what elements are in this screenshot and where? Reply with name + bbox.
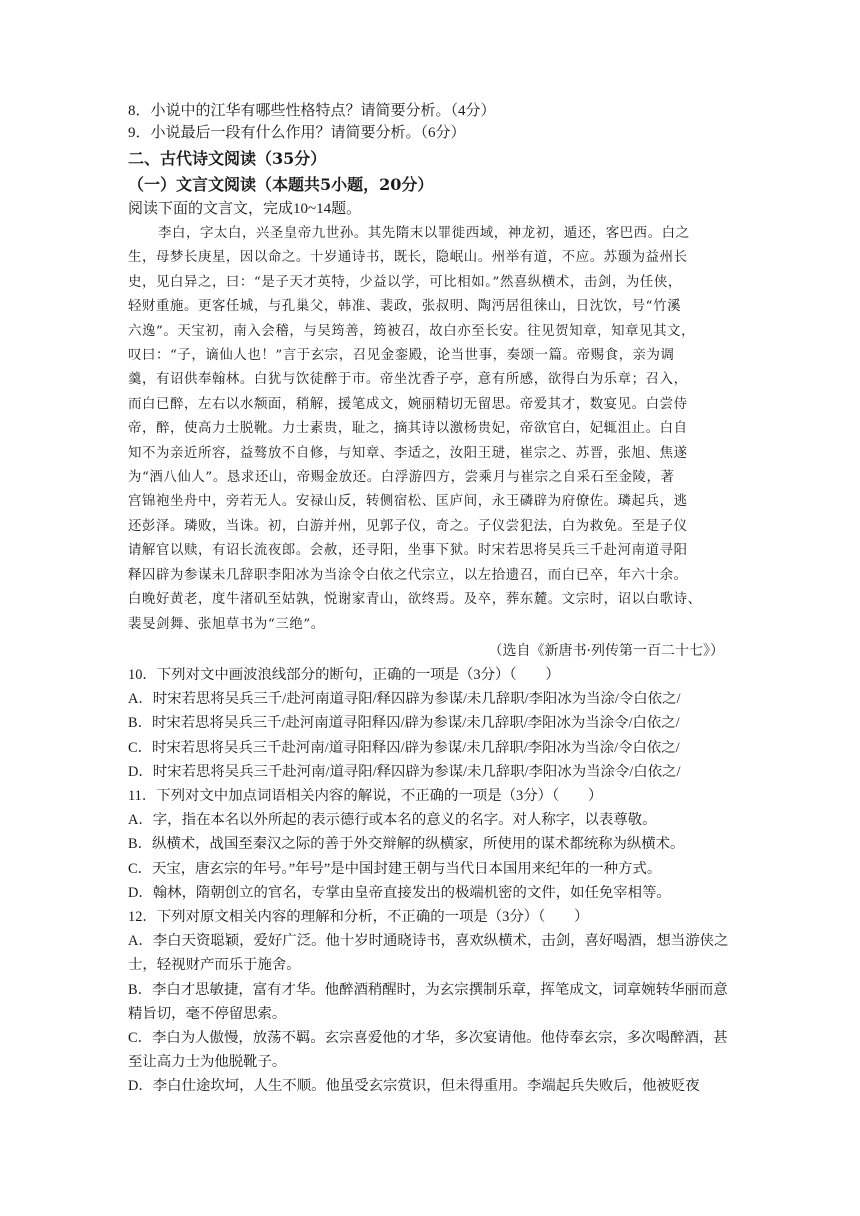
option-c: C．李白为人傲慢，放荡不羁。玄宗喜爱他的才华，多次宴请他。他侍奉玄宗，多次喝醉酒，甚至让高力士为他脱靴子。	[128, 1029, 728, 1071]
passage-line: 白晚好黄老，度牛渚矶至姑孰，悦谢家青山，欲终焉。及卒，葬东麓。文宗时，诏以白歌诗、	[128, 592, 702, 608]
question-10	[128, 663, 740, 784]
classical-passage	[128, 222, 740, 637]
passage-line: 宫锦袍坐舟中，旁若无人。安禄山反，转侧宿松、匡庐间，永王磷辟为府僚佐。璘起兵，逃	[128, 494, 688, 510]
option-d: D．时宋若思将吴兵三千赴河南/道寻阳/释囚辟为参谋/未几辞职/李阳冰为当涂令/白依之/	[128, 763, 681, 780]
passage-line: 六逸”。天宝初，南入会稽，与吴筠善，筠被召，故白亦至长安。往见贺知章，知章见其文，	[128, 323, 696, 339]
option-a: A．字，指在本名以外所起的表示德行或本名的意义的名字。对人称字，以表尊敬。	[128, 812, 657, 829]
option-a: A．时宋若思将吴兵三千/赴河南道寻阳/释囚辟为参谋/未几辞职/李阳冰为当涂/令白依之/	[128, 691, 681, 708]
passage-line: 裴旻剑舞、张旭草书为“三绝”。	[128, 616, 325, 632]
passage-line: 生，母梦长庚星，因以命之。十岁通诗书，既长，隐岷山。州举有道，不应。苏颋为益州长	[128, 250, 688, 266]
section-title: 二、古代诗文阅读（35分）	[128, 149, 327, 168]
passage-line: 而白已醉，左右以水颒面，稍解，援笔成文，婉丽精切无留思。帝爱其才，数宴见。白尝侍	[128, 396, 688, 412]
exam-page	[128, 100, 740, 1099]
passage-line: 知不为亲近所容，益骜放不自修，与知章、李适之，汝阳王琎，崔宗之、苏晋，张旭、焦遂	[128, 445, 688, 461]
passage-line: 轻财重施。更客任城，与孔巢父，韩准、裴政，张叔明、陶沔居徂徕山，日沈饮，号“竹溪	[128, 299, 682, 315]
subsection-title: （一）文言文阅读（本题共5小题，20分）	[128, 175, 434, 194]
question-8: 8．小说中的江华有哪些性格特点？请简要分析。（4分）	[128, 103, 496, 119]
question-stem: 12．下列对原文相关内容的理解和分析，不正确的一项是（3分）（ ）	[128, 908, 589, 925]
question-stem: 10．下列对文中画波浪线部分的断句，正确的一项是（3分）（ ）	[128, 666, 560, 683]
question-12	[128, 905, 740, 1099]
option-b: B．纵横术，战国至秦汉之际的善于外交辩解的纵横家，所使用的谋术都统称为纵横术。	[128, 836, 685, 853]
question-stem: 11．下列对文中加点词语相关内容的解说，不正确的一项是（3分）（ ）	[128, 787, 603, 804]
passage-line: 释囚辟为参谋未几辞职李阳冰为当涂令白依之代宗立，以左拾遗召，而白已卒，年六十余。	[128, 567, 688, 583]
instruction: 阅读下面的文言文，完成10~14题。	[128, 201, 362, 217]
option-c: C．天宝，唐玄宗的年号。”年号”是中国封建王朝与当代日本国用来纪年的一种方式。	[128, 860, 662, 877]
option-b: B．时宋若思将吴兵三千/赴河南道寻阳释囚/辟为参谋/未几辞职/李阳冰为当涂令/白依之/	[128, 715, 680, 732]
passage-line: 还彭泽。璘败，当诛。初，白游并州，见郭子仪，奇之。子仪尝犯法，白为救免。至是子仪	[128, 518, 688, 534]
passage-line: 羹，有诏供奉翰林。白犹与饮徒醉于市。帝坐沈香子亭，意有所感，欲得白为乐章；召入，	[128, 372, 688, 388]
option-d: D．李白仕途坎坷，人生不顺。他虽受玄宗赏识，但未得重用。李端起兵失败后，他被贬夜	[128, 1078, 700, 1095]
option-d: D．翰林，隋朝创立的官名，专掌由皇帝直接发出的极端机密的文件，如任免宰相等。	[128, 884, 671, 901]
option-c: C．时宋若思将吴兵三千赴河南/道寻阳释囚/辟为参谋/未几辞职/李阳冰为当涂/令白依之/	[128, 739, 680, 756]
passage-line: 李白，字太白，兴圣皇帝九世孙。其先隋末以罪徙西域，神龙初，遁还，客巴西。白之	[158, 226, 690, 241]
question-9: 9．小说最后一段有什么作用？请简要分析。（6分）	[128, 125, 466, 141]
option-b: B．李白才思敏捷，富有才华。他醉酒稍醒时，为玄宗撰制乐章，挥笔成文，词章婉转华丽而意精旨切，毫不停留思索。	[128, 981, 728, 1022]
passage-line: 请解官以赎，有诏长流夜郎。会赦，还寻阳，坐事下狱。时宋若思将吴兵三千赴河南道寻阳	[128, 543, 688, 559]
passage-source: （选自《新唐书·列传第一百二十七》）	[488, 642, 724, 659]
option-a: A．李白天资聪颖，爱好广泛。他十岁时通晓诗书，喜欢纵横术，击剑，喜好喝酒，想当游侠之士，轻视财产而乐于施舍。	[128, 933, 729, 974]
question-11	[128, 784, 740, 905]
passage-line: 为“酒八仙人”。恳求还山，帝赐金放还。白浮游四方，尝乘月与崔宗之自采石至金陵，著	[128, 470, 675, 486]
passage-line: 叹曰：“子，谪仙人也！”言于玄宗，召见金銮殿，论当世事，奏颂一篇。帝赐食，亲为调	[128, 348, 675, 364]
passage-line: 史，见白异之，曰：“是子天才英特，少益以学，可比相如。”然喜纵横术，击剑，为任侠，	[128, 274, 682, 290]
passage-line: 帝，醉，使高力士脱靴。力士素贵，耻之，摘其诗以激杨贵妃，帝欲官白，妃辄沮止。白自	[128, 421, 688, 437]
